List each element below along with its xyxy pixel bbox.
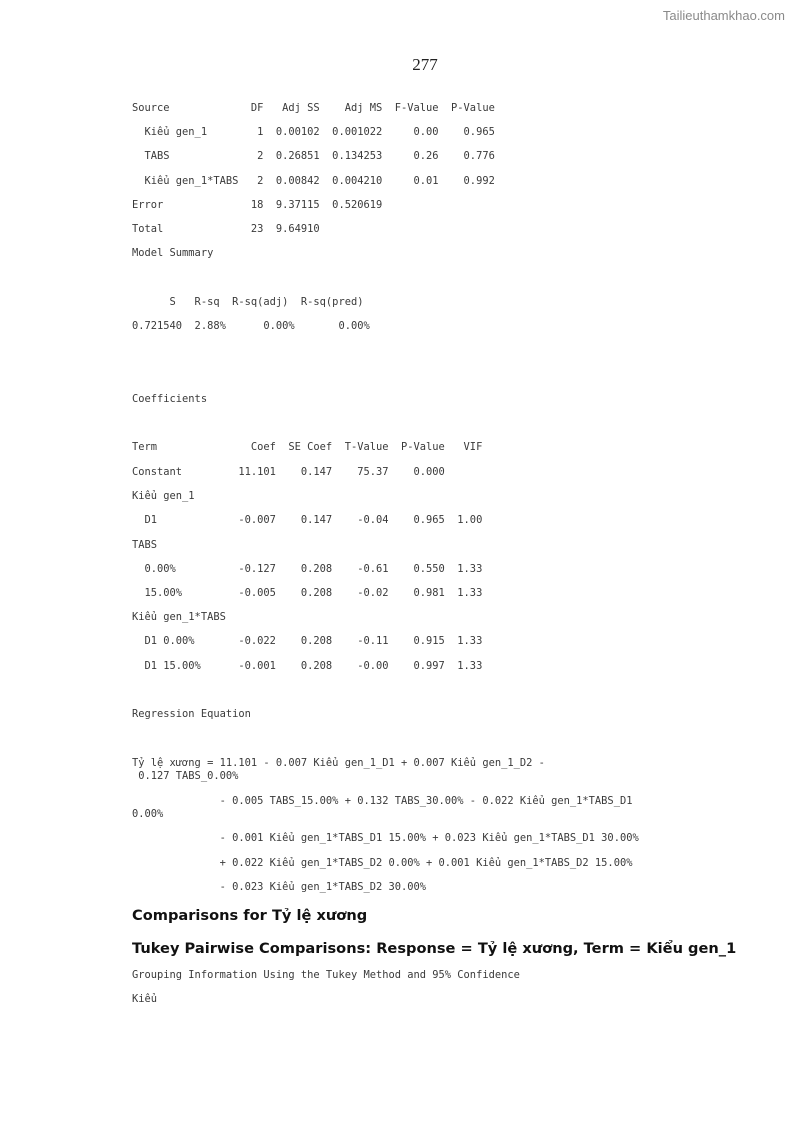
coefficients-title: Coefficients (132, 393, 208, 405)
regression-line: + 0.022 Kiểu gen_1*TABS_D2 0.00% + 0.001 Kiểu gen_1*TABS_D2 15.00% (132, 857, 633, 869)
anova-header: Source DF Adj SS Adj MS F-Value P-Value (132, 102, 495, 114)
coefficients-row: D1 0.00% -0.022 0.208 -0.11 0.915 1.33 (132, 635, 483, 647)
regression-line: - 0.023 Kiểu gen_1*TABS_D2 30.00% (132, 881, 427, 893)
coefficients-row: 0.00% -0.127 0.208 -0.61 0.550 1.33 (132, 563, 483, 575)
coefficients-row: D1 -0.007 0.147 -0.04 0.965 1.00 (132, 514, 483, 526)
coefficients-row: Kiểu gen_1 (132, 490, 195, 502)
regression-line: Tỷ lệ xương = 11.101 - 0.007 Kiểu gen_1_D1 + 0.007 Kiểu gen_1_D2 - (132, 757, 545, 769)
model-summary-title: Model Summary (132, 247, 214, 259)
anova-row: Error 18 9.37115 0.520619 (132, 199, 383, 211)
kieu-label: Kiểu (132, 993, 158, 1005)
comparisons-heading: Comparisons for Tỷ lệ xương (132, 907, 368, 924)
regression-line: 0.00% (132, 808, 164, 820)
regression-line: - 0.005 TABS_15.00% + 0.132 TABS_30.00% - 0.022 Kiểu gen_1*TABS_D1 (132, 795, 633, 807)
coefficients-row: Constant 11.101 0.147 75.37 0.000 (132, 466, 445, 478)
coefficients-row: D1 15.00% -0.001 0.208 -0.00 0.997 1.33 (132, 660, 483, 672)
regression-line: - 0.001 Kiểu gen_1*TABS_D1 15.00% + 0.023 Kiểu gen_1*TABS_D1 30.00% (132, 832, 639, 844)
tukey-heading: Tukey Pairwise Comparisons: Response = Tỷ lệ xương, Term = Kiểu gen_1 (132, 940, 737, 957)
regression-line: 0.127 TABS_0.00% (132, 770, 239, 782)
anova-row: Total 23 9.64910 (132, 223, 320, 235)
coefficients-row: Kiểu gen_1*TABS (132, 611, 226, 623)
regression-title: Regression Equation (132, 708, 251, 720)
coefficients-header: Term Coef SE Coef T-Value P-Value VIF (132, 441, 483, 453)
anova-row: TABS 2 0.26851 0.134253 0.26 0.776 (132, 150, 495, 162)
coefficients-row: TABS (132, 539, 158, 551)
grouping-info: Grouping Information Using the Tukey Method and 95% Confidence (132, 969, 520, 981)
anova-row: Kiểu gen_1*TABS 2 0.00842 0.004210 0.01 0.992 (132, 175, 495, 187)
page-number: 277 (412, 55, 438, 74)
model-summary-header: S R-sq R-sq(adj) R-sq(pred) (132, 296, 364, 308)
anova-row: Kiểu gen_1 1 0.00102 0.001022 0.00 0.965 (132, 126, 495, 138)
watermark: Tailieuthamkhao.com (662, 8, 785, 23)
model-summary-values: 0.721540 2.88% 0.00% 0.00% (132, 320, 370, 332)
coefficients-row: 15.00% -0.005 0.208 -0.02 0.981 1.33 (132, 587, 483, 599)
